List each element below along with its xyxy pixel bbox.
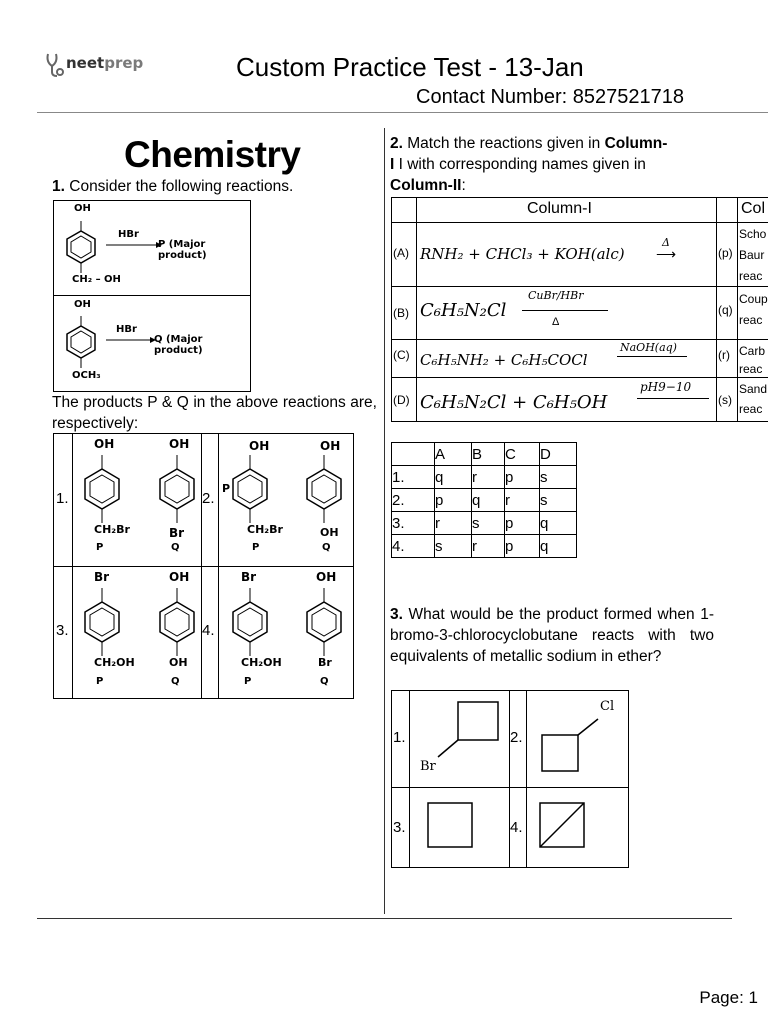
r1-top: OH: [74, 203, 91, 214]
opt1-q-top: OH: [169, 437, 190, 451]
opt3-label-q: Q: [171, 676, 180, 687]
opt4-q-top: OH: [316, 570, 337, 584]
q3-opt3-num: 3.: [393, 819, 406, 836]
name-r: Carb reac: [739, 344, 766, 376]
q3-opt4-num: 4.: [510, 819, 523, 836]
row-c-eq: C₆H₅NH₂ + C₆H₅COCl: [420, 351, 588, 369]
q2-stem: 2. Match the reactions given in Column- I I with corresponding names given in Column-II:: [390, 135, 668, 194]
opt2-num: 2.: [202, 490, 215, 507]
r1-product: P (Major product): [158, 239, 207, 261]
q3-structures: [392, 691, 628, 867]
opt3-q-bottom: OH: [169, 656, 188, 669]
table-row: 3. r s p q: [392, 512, 577, 535]
page-title: Custom Practice Test - 13-Jan: [236, 52, 584, 82]
q1-reactions-box: [53, 200, 251, 392]
table-row: A B C D: [392, 443, 577, 466]
row-d-eq: C₆H₅N₂Cl + C₆H₅OH: [420, 392, 608, 413]
q1-options-grid: [53, 433, 354, 699]
page-number: Page: 1: [699, 988, 758, 1007]
table-row: 4. s r p q: [392, 535, 577, 558]
benzene-ring: [233, 455, 267, 523]
opt1-q-bottom: Br: [169, 526, 185, 540]
q1-question: The products P & Q in the above reactions are, respectively:: [52, 394, 377, 432]
row-c-label: (C): [393, 348, 410, 362]
benzene-ring: [160, 588, 194, 656]
q3-stem: 3. What would be the product formed when 1-bromo-3-chlorocyclobutane reacts with two equivalents of metallic sodium in ether?: [390, 606, 714, 665]
opt3-p-bottom: CH₂OH: [94, 656, 135, 669]
opt1-p-top: OH: [94, 437, 115, 451]
r2-reagent: HBr: [116, 324, 137, 335]
q3-opt2-num: 2.: [510, 729, 523, 746]
benzene-ring: [85, 455, 119, 523]
row-r-label: (r): [718, 348, 730, 362]
name-p: Scho Baur reac: [739, 227, 767, 283]
row-b-eq: C₆H₅N₂Cl: [420, 300, 507, 321]
row-p-label: (p): [718, 246, 733, 260]
benzene-ring: [85, 588, 119, 656]
reaction-structures: [54, 201, 250, 391]
opt2-q-bottom: OH: [320, 526, 339, 539]
r1-bottom: CH₂ – OH: [72, 274, 121, 285]
row-a-eq: RNH₂ + CHCl₃ + KOH(alc): [420, 245, 625, 263]
opt2-q-top: OH: [320, 439, 341, 453]
table-row: 1. q r p s: [392, 466, 577, 489]
opt2-label-q: Q: [322, 542, 331, 553]
q3-opt1-num: 1.: [393, 729, 406, 746]
q3-opt2-cl: Cl: [600, 699, 615, 714]
row-d-cond: pH9−10: [640, 380, 692, 394]
opt4-num: 4.: [202, 622, 215, 639]
opt3-p-top: Br: [94, 570, 110, 584]
q2-answer-table: [391, 442, 577, 558]
opt4-label-q: Q: [320, 676, 329, 687]
r2-top: OH: [74, 299, 91, 310]
opt1-num: 1.: [56, 490, 69, 507]
row-a-label: (A): [393, 246, 409, 260]
opt4-label-p: P: [244, 676, 252, 687]
benzene-ring: [307, 455, 341, 523]
opt2-p-bottom: CH₂Br: [247, 523, 283, 536]
r2-bottom: OCH₃: [72, 370, 101, 381]
opt3-num: 3.: [56, 622, 69, 639]
logo-text: neetprep: [66, 54, 144, 72]
opt4-p-bottom: CH₂OH: [241, 656, 282, 669]
q3-options-grid: [391, 690, 629, 868]
contact-number: Contact Number: 8527521718: [416, 86, 684, 108]
row-c-cond: NaOH(aq): [620, 341, 677, 354]
row-q-label: (q): [718, 303, 733, 317]
opt1-p-bottom: CH₂Br: [94, 523, 130, 536]
benzene-ring: [233, 588, 267, 656]
benzene-ring: [160, 455, 194, 523]
opt3-label-p: P: [96, 676, 104, 687]
opt1-label-q: Q: [171, 542, 180, 553]
r1-reagent: HBr: [118, 229, 139, 240]
opt3-q-top: OH: [169, 570, 190, 584]
footer-divider: [37, 918, 732, 919]
col1-header: Column-I: [527, 200, 592, 217]
name-q: Coup reac: [739, 292, 768, 327]
col2-header: Col: [741, 200, 766, 217]
row-b-cond: CuBr/HBr: [528, 289, 584, 302]
row-a-cond: Δ: [662, 236, 670, 249]
header-divider: [37, 112, 768, 113]
q3-opt1-br: Br: [420, 759, 436, 774]
stethoscope-icon: [44, 52, 68, 78]
q2-match-table: Column-I Col (A) RNH₂ + CHCl₃ + KOH(alc) Δ ⟶ (p) Scho Baur reac (B) C₆H₅N₂Cl CuBr/HBr Δ (q) Coup reac (C) C₆H₅NH₂ + C₆H₅COCl NaOH(aq) (r) Carb reac (D) C₆H₅N₂Cl + C₆H₅OH pH9−10 (s) Sand reac: [391, 197, 768, 422]
r2-product: Q (Major product): [154, 334, 203, 356]
row-b-label: (B): [393, 306, 409, 320]
opt2-p-top: OH: [249, 439, 270, 453]
column-divider: [384, 128, 385, 914]
row-s-label: (s): [718, 393, 732, 407]
opt1-label-p: P: [96, 542, 104, 553]
opt4-q-bottom: Br: [318, 656, 332, 669]
opt2-p-side: P: [222, 482, 231, 495]
benzene-ring: [307, 588, 341, 656]
row-d-label: (D): [393, 393, 410, 407]
q1-stem: 1. Consider the following reactions.: [52, 178, 294, 195]
opt2-label-p: P: [252, 542, 260, 553]
subject-heading: Chemistry: [124, 134, 301, 175]
name-s: Sand reac: [739, 382, 768, 416]
opt4-p-top: Br: [241, 570, 257, 584]
row-b-cond2: Δ: [552, 316, 560, 328]
table-row: 2. p q r s: [392, 489, 577, 512]
